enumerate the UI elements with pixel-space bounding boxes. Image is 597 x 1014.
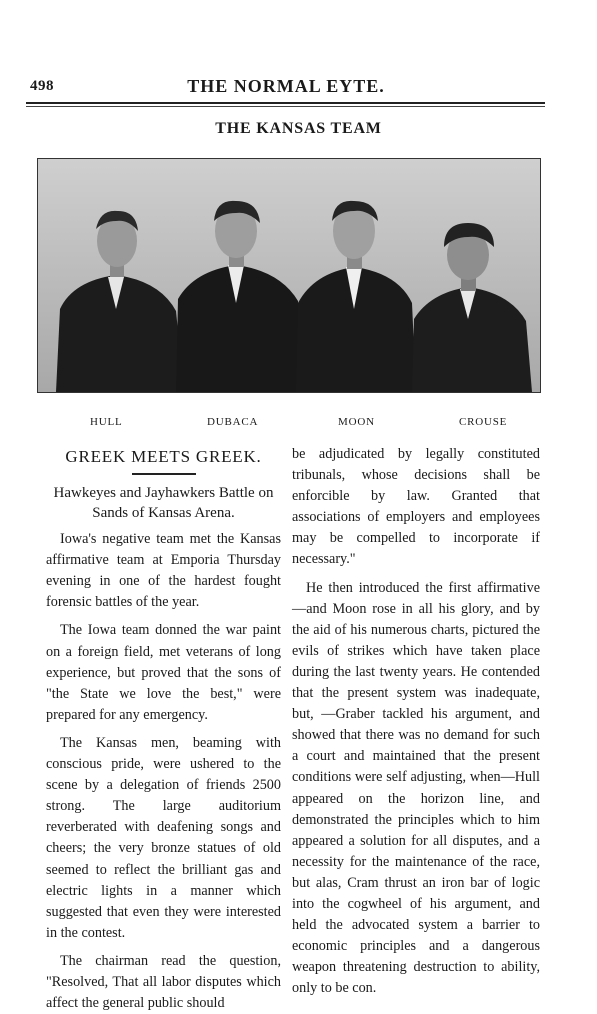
subhead-line-2: Sands of Kansas Arena. <box>92 505 235 522</box>
article-column-right <box>292 444 540 999</box>
team-photograph-image <box>38 159 540 392</box>
page-number: 498 <box>30 78 54 94</box>
caption-crouse: CROUSE <box>459 416 508 428</box>
section-title: THE KANSAS TEAM <box>215 120 382 137</box>
paragraph: be adjudicated by legally constituted tribunals, whose decisions shall be enforcible by law. Granted that associations of employers and employees may be compelled to incorporate if necessary." <box>292 446 540 568</box>
paragraph: The chairman read the question, "Resolved, That all labor disputes which affect the general public should <box>46 952 281 1012</box>
title-rule <box>132 473 196 475</box>
team-photograph <box>37 158 541 393</box>
photo-captions <box>0 416 597 432</box>
article-subhead <box>46 483 281 523</box>
journal-title: THE NORMAL EYTE. <box>187 76 385 96</box>
running-header <box>26 76 546 98</box>
header-rule-thin <box>26 106 545 107</box>
caption-moon: MOON <box>338 416 375 428</box>
article-title: GREEK MEETS GREEK. <box>65 447 262 466</box>
header-rule-thick <box>26 102 545 104</box>
subhead-line-1: Hawkeyes and Jayhawkers Battle on <box>53 485 274 502</box>
paragraph: The Iowa team donned the war paint on a foreign field, met veterans of long experience, but proved that the sons of "the State we love the best," were prepared for any emergency. <box>46 622 281 723</box>
paragraph: He then introduced the first affirmative—and Moon rose in all his glory, and by the aid of his numerous charts, pictured the evils of strikes which have taken place during the last twenty years. He contended that the present system was inadequate, but, —Graber tackled his argument, and showed that there was no demand for such a court and maintained that the present conditions were self adjusting, when—Hull appeared on the horizon line, and demonstrated the principles which to him appeared a solution for all disputes, and a necessity for the maintenance of the race, but alas, Cram thrust an iron bar of logic into the cogwheel of his argument, and held the advocated system a barrier to economic principles and a dangerous weapon threatening destruction to ability, only to be con. <box>292 579 540 997</box>
paragraph: The Kansas men, beaming with conscious pride, were ushered to the scene by a delegation of friends 2500 strong. The large auditorium reverberated with deafening songs and cheers; the very bronze statues of old seemed to reflect the brilliant gas and electric lights in a manner which suggested that even they were interested in the contest. <box>46 734 281 941</box>
caption-dubaca: DUBACA <box>207 416 259 428</box>
paragraph: Iowa's negative team met the Kansas affirmative team at Emporia Thursday evening in one of the hardest fought forensic battles of the year. <box>46 531 281 611</box>
article-column-left <box>46 444 281 1014</box>
caption-hull: HULL <box>90 416 123 428</box>
